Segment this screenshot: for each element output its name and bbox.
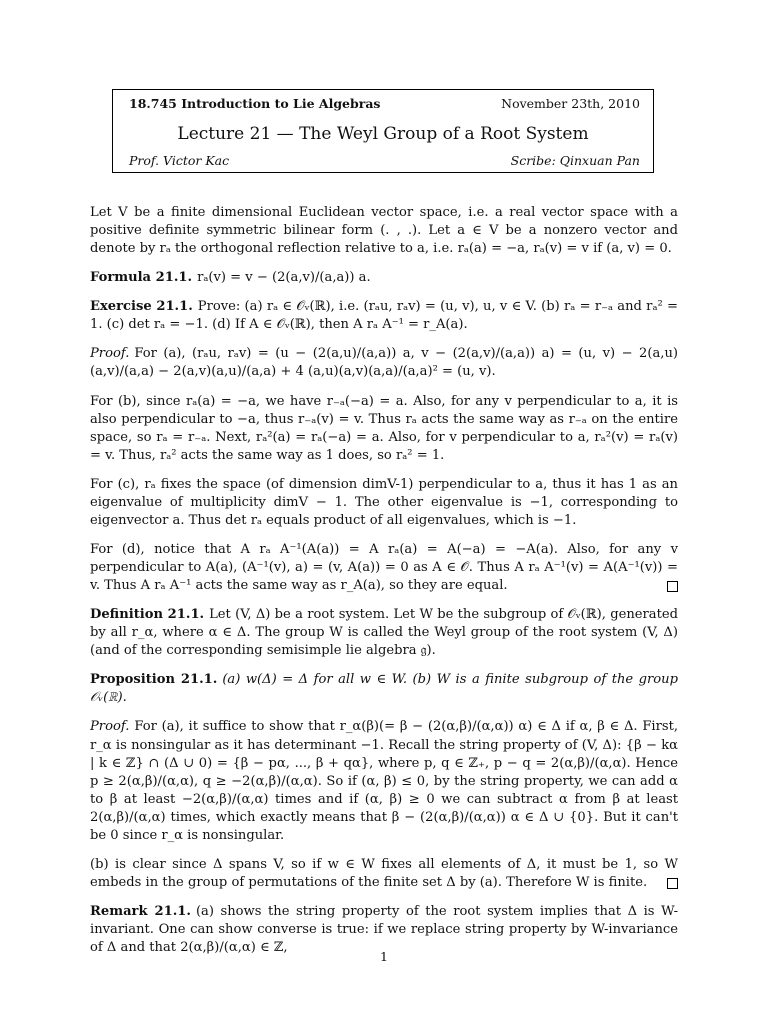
definition-label: Definition 21.1. bbox=[90, 607, 205, 623]
intro-paragraph: Let V be a finite dimensional Euclidean vector space, i.e. a real vector space with a positive definite symmetric bilinear form (. , .). Let a ∈ V be a nonzero vector and denote by rₐ the orthogonal reflection relative to a, i.e. rₐ(a) = −a, rₐ(v) = v if (a, v) = 0. bbox=[90, 205, 678, 257]
proof2-b-text: (b) is clear since Δ spans V, so if w ∈ W fixes all elements of Δ, it must be 1, so W embeds in the group of permutations of the finite set Δ by (a). Therefore W is finite. bbox=[90, 856, 678, 890]
proof-part-b: For (b), since rₐ(a) = −a, we have r₋ₐ(−a) = a. Also, for any v perpendicular to a, it is also perpendicular to −a, thus r₋ₐ(v) = v. Thus rₐ acts the same way as r₋ₐ on the entire space, so rₐ = r₋ₐ. Next, rₐ²(a) = rₐ(−a) = a. Also, for v perpendicular to a, rₐ²(v) = rₐ(v) = v. Thus, rₐ² acts the same way as 1 does, so rₐ² = 1. bbox=[90, 393, 678, 463]
proof-part-a bbox=[90, 345, 678, 381]
page-number: 1 bbox=[380, 949, 388, 964]
definition-text: Let (V, Δ) be a root system. Let W be the subgroup of 𝒪ᵥ(ℝ), generated by all r_α, where α ∈ Δ. The group W is called the Weyl group of the root system (V, Δ) (and of the corresponding semisimple lie algebra 𝔤). bbox=[90, 607, 678, 659]
formula-text: rₐ(v) = v − (2(a,v)/(a,a)) a. bbox=[197, 270, 371, 286]
scribe-name: Scribe: Qinxuan Pan bbox=[510, 153, 640, 168]
proof-part-c: For (c), rₐ fixes the space (of dimension dimV-1) perpendicular to a, thus it has 1 as an eigenvalue of multiplicity dimV − 1. The other eigenvalue is −1, corresponding to eigenvector a. Thus det rₐ equals product of all eigenvalues, which is −1. bbox=[90, 476, 678, 528]
formula-label: Formula 21.1. bbox=[90, 270, 193, 286]
remark-text: (a) shows the string property of the root system implies that Δ is W-invariant. One can show converse is true: if we replace string property by W-invariance of Δ and that 2(α,β)/(α,α) ∈ ℤ, bbox=[90, 904, 679, 956]
proof-a-text: For (a), (rₐu, rₐv) = (u − (2(a,u)/(a,a)) a, v − (2(a,v)/(a,a)) a) = (u, v) − 2(a,u)(a,v)/(a,a) − 2(a,v)(a,u)/(a,a) + 4 (a,u)(a,v)(a,a)/(a,a)² = (u, v). bbox=[90, 346, 678, 380]
proof2-a-text: For (a), it suffice to show that r_α(β)(= β − (2(α,β)/(α,α)) α) ∈ Δ if α, β ∈ Δ. First, r_α is nonsingular as it has determinant −1. Recall the string property of (V, Δ): {β − kα | k ∈ ℤ} ∩ (Δ ∪ 0) = {β − pα, ..., β + qα}, where p, q ∈ ℤ₊, p − q = 2(α,β)/(α,α). Hence p ≥ 2(α,β)/(α,α), q ≥ −2(α,β)/(α,α). So if (α, β) ≤ 0, by the string property, we can add α to β at least −2(α,β)/(α,α) times and if (α, β) ≥ 0 we can subtract α from β at least 2(α,β)/(α,α) times, which exactly means that β − (2(α,β)/(α,α)) α ∈ Δ ∪ {0}. But it can't be 0 since r_α is nonsingular. bbox=[90, 719, 678, 843]
proof-d-text: For (d), notice that A rₐ A⁻¹(A(a)) = A rₐ(a) = A(−a) = −A(a). Also, for any v perpendicular to A(a), (A⁻¹(v), a) = (v, A(a)) = 0 as A ∈ 𝒪. Thus A rₐ A⁻¹(v) = A(A⁻¹(v)) = v. Thus A rₐ A⁻¹ acts the same way as r_A(a), so they are equal. bbox=[90, 541, 678, 594]
qed-square-icon bbox=[667, 878, 678, 889]
exercise-text: Prove: (a) rₐ ∈ 𝒪ᵥ(ℝ), i.e. (rₐu, rₐv) = (u, v), u, v ∈ V. (b) rₐ = r₋ₐ and rₐ² = 1. (c) det rₐ = −1. (d) If A ∈ 𝒪ᵥ(ℝ), then A rₐ A⁻¹ = r_A(a). bbox=[90, 299, 678, 333]
lecture-header-box bbox=[112, 89, 654, 173]
proposition-block bbox=[90, 671, 678, 707]
lecture-date: November 23th, 2010 bbox=[501, 96, 640, 111]
lecture-body bbox=[90, 204, 678, 968]
proof2-part-b bbox=[90, 856, 678, 892]
exercise-label: Exercise 21.1. bbox=[90, 299, 193, 315]
course-title: 18.745 Introduction to Lie Algebras bbox=[129, 96, 381, 111]
proposition-label: Proposition 21.1. bbox=[90, 672, 218, 688]
remark-label: Remark 21.1. bbox=[90, 904, 191, 919]
proof-part-d bbox=[90, 541, 678, 595]
proposition-text: (a) w(Δ) = Δ for all w ∈ W. (b) W is a finite subgroup of the group 𝒪ᵥ(ℝ). bbox=[90, 672, 678, 706]
exercise-block bbox=[90, 298, 678, 334]
proof-label: Proof. bbox=[90, 346, 130, 362]
lecture-title: Lecture 21 — The Weyl Group of a Root System bbox=[177, 124, 589, 144]
formula-block bbox=[90, 269, 678, 287]
qed-square-icon bbox=[667, 581, 678, 592]
definition-block bbox=[90, 606, 678, 660]
proof2-part-a bbox=[90, 718, 678, 844]
proof2-label: Proof. bbox=[90, 719, 130, 735]
professor-name: Prof. Victor Kac bbox=[129, 153, 230, 168]
